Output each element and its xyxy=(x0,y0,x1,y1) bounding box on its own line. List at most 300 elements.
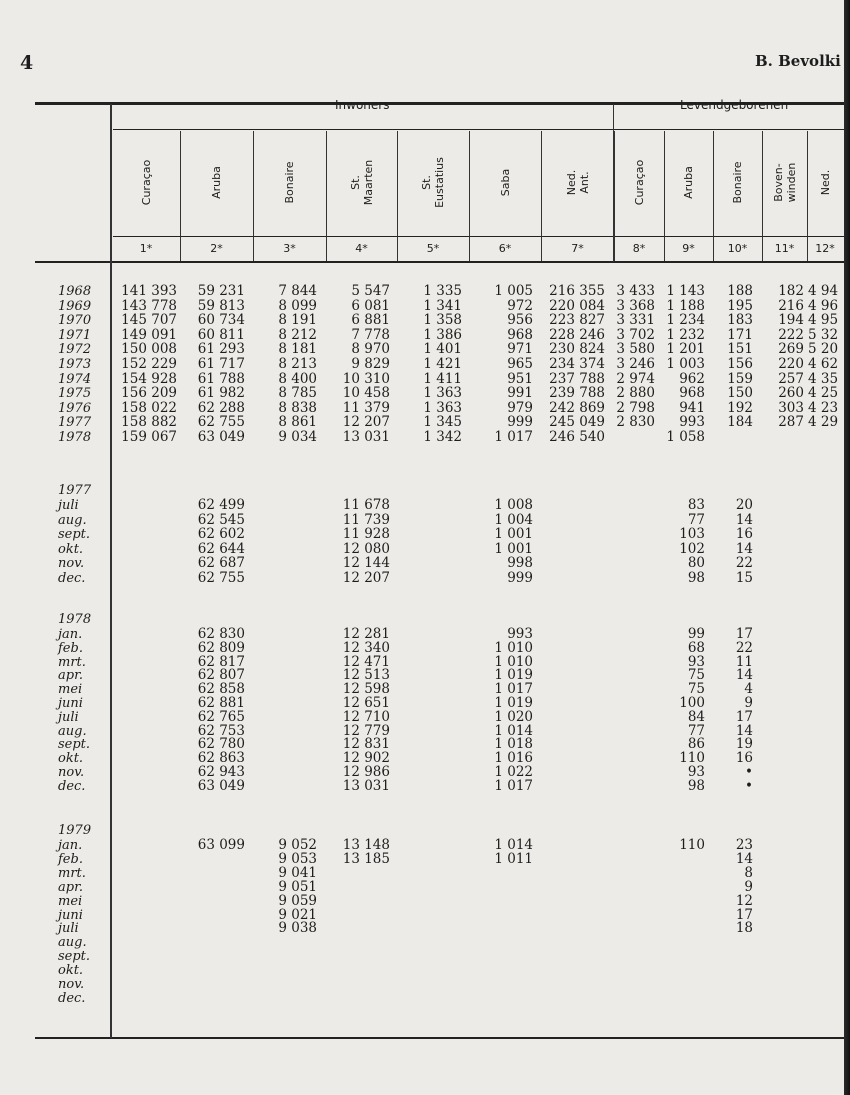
table-cell: 2 830 xyxy=(616,414,655,431)
table-cell: 4 25 xyxy=(808,385,839,402)
table-cell: 63 049 xyxy=(197,429,245,445)
column-header: Saba xyxy=(498,168,512,197)
table-cell: 971 xyxy=(507,341,533,358)
table-cell: 1 363 xyxy=(423,399,462,416)
table-cell: 60 734 xyxy=(197,312,245,329)
table-cell: 1 232 xyxy=(666,326,705,343)
table-cell: 62 602 xyxy=(197,526,245,543)
table-cell: 62 817 xyxy=(197,653,245,670)
table-cell: 999 xyxy=(507,570,533,586)
table-cell: 13 031 xyxy=(342,777,390,794)
table-cell: 10 310 xyxy=(342,370,390,387)
table-cell: 1 017 xyxy=(494,777,533,794)
table-cell: 183 xyxy=(727,312,753,329)
table-cell: 1 411 xyxy=(423,370,462,387)
table-cell: 3 580 xyxy=(616,341,655,358)
table-cell: 993 xyxy=(507,626,533,642)
row-label: 1970 xyxy=(58,313,92,329)
table-cell: 8 xyxy=(744,864,753,881)
table-cell: 20 xyxy=(735,497,753,513)
column-number: 12* xyxy=(815,242,835,255)
row-label: 1972 xyxy=(58,342,92,358)
table-cell: 62 881 xyxy=(197,695,245,711)
table-cell: 5 547 xyxy=(351,283,390,299)
row-label: mei xyxy=(58,893,83,909)
table-cell: 1 234 xyxy=(666,312,705,329)
row-label: okt. xyxy=(58,963,84,979)
table-cell: 1 001 xyxy=(494,540,533,557)
table-cell: 972 xyxy=(507,297,533,314)
table-cell: 62 807 xyxy=(197,667,245,684)
table-cell: 110 xyxy=(679,837,705,853)
table-cell: 151 xyxy=(727,341,753,358)
table-cell: 1 143 xyxy=(666,283,705,299)
table-cell: 154 928 xyxy=(121,370,177,387)
table-cell: 14 xyxy=(735,667,753,684)
row-label: aug. xyxy=(58,723,87,739)
table-cell: 998 xyxy=(507,555,533,572)
column-header: Ned. xyxy=(818,169,832,196)
column-number: 4* xyxy=(355,242,368,255)
table-cell: 62 753 xyxy=(197,722,245,739)
table-cell: 968 xyxy=(507,326,533,343)
table-cell: 4 29 xyxy=(808,414,839,431)
table-cell: 7 778 xyxy=(351,326,390,343)
table-cell: 59 231 xyxy=(197,283,245,299)
row-label: apr. xyxy=(58,668,83,684)
table-cell: 1 058 xyxy=(666,429,705,445)
table-cell: 9 041 xyxy=(278,864,317,881)
table-cell: 156 xyxy=(727,356,753,372)
table-cell: 7 844 xyxy=(278,283,317,299)
table-cell: 17 xyxy=(735,626,753,642)
row-label: okt. xyxy=(58,541,84,557)
table-cell: 941 xyxy=(679,399,705,416)
table-cell: 8 212 xyxy=(278,326,317,343)
table-cell: 1 341 xyxy=(423,297,462,314)
table-cell: 141 393 xyxy=(121,283,177,299)
table-cell: 257 xyxy=(778,370,804,387)
book-binding-edge xyxy=(844,0,850,1095)
table-cell: 223 827 xyxy=(549,312,605,329)
row-label: feb. xyxy=(58,640,83,656)
table-cell: 12 710 xyxy=(342,708,390,725)
table-cell: 77 xyxy=(687,511,705,528)
table-cell: 6 081 xyxy=(351,297,390,314)
table-cell: 1 342 xyxy=(423,429,462,445)
row-label: nov. xyxy=(58,556,85,572)
table-cell: 23 xyxy=(735,837,753,853)
column-number: 1* xyxy=(139,242,153,255)
table-cell: 1 358 xyxy=(423,312,462,329)
column-number: 5* xyxy=(426,242,440,255)
table-cell: 12 207 xyxy=(342,414,390,431)
table-cell: 968 xyxy=(679,385,705,402)
table-cell: 61 717 xyxy=(197,356,245,372)
table-cell: 12 779 xyxy=(342,722,390,739)
table-cell: 1 005 xyxy=(494,283,533,299)
column-number: 10* xyxy=(727,242,748,255)
table-cell: 260 xyxy=(778,385,804,402)
table-cell: 8 099 xyxy=(278,297,317,314)
row-label: sept. xyxy=(58,527,91,543)
table-cell: 8 838 xyxy=(278,399,317,416)
table-cell: 159 067 xyxy=(121,429,177,445)
table-cell: 230 824 xyxy=(549,341,605,358)
row-label: juli xyxy=(58,498,79,513)
table-cell: 62 545 xyxy=(197,511,245,528)
table-cell: 9 052 xyxy=(278,837,317,853)
table-cell: 220 xyxy=(778,356,804,372)
table-cell: 1 421 xyxy=(423,356,462,372)
page-number: 4 xyxy=(20,52,34,74)
table-cell: 195 xyxy=(727,297,753,314)
table-cell: 143 778 xyxy=(121,297,177,314)
table-cell: 12 144 xyxy=(342,555,390,572)
table-cell: 8 400 xyxy=(278,370,317,387)
table-cell: 951 xyxy=(507,370,533,387)
table-cell: 9 829 xyxy=(351,356,390,372)
column-number: 7* xyxy=(571,242,584,255)
table-cell: 77 xyxy=(687,722,705,739)
table-cell: 8 191 xyxy=(278,312,317,329)
table-cell: 991 xyxy=(507,385,533,402)
table-cell: 62 755 xyxy=(197,414,245,431)
table-cell: 145 707 xyxy=(121,312,177,329)
table-cell: 12 xyxy=(735,892,753,909)
table-cell: 80 xyxy=(687,555,705,572)
table-cell: 102 xyxy=(679,540,705,557)
table-cell: 4 95 xyxy=(808,312,839,329)
table-cell: 1 011 xyxy=(494,850,533,867)
table-cell: 1 188 xyxy=(666,297,705,314)
table-cell: 110 xyxy=(679,750,705,767)
table-cell: 62 687 xyxy=(197,555,245,572)
table-cell: 98 xyxy=(687,777,705,794)
table-cell: 13 031 xyxy=(342,429,390,445)
row-label: mei xyxy=(58,682,83,698)
table-cell: 14 xyxy=(735,850,753,867)
table-cell: 62 943 xyxy=(197,764,245,780)
table-cell: 62 765 xyxy=(197,708,245,725)
column-header: Aruba xyxy=(682,166,695,199)
table-cell: 1 345 xyxy=(423,414,462,431)
table-cell: 4 62 xyxy=(808,356,839,372)
table-cell: 156 209 xyxy=(121,385,177,402)
table-cell: 12 986 xyxy=(342,764,390,780)
row-label: dec. xyxy=(58,990,86,1006)
table-cell: 8 181 xyxy=(278,341,317,358)
table-cell: 2 974 xyxy=(616,370,655,387)
table-cell: 234 374 xyxy=(549,356,605,372)
table-cell: 83 xyxy=(687,497,705,513)
column-number: 9* xyxy=(682,242,695,255)
table-cell: 228 246 xyxy=(549,326,605,343)
table-cell: 962 xyxy=(679,370,705,387)
row-label: sept. xyxy=(58,737,91,753)
table-cell: 216 xyxy=(778,297,804,314)
column-number: 11* xyxy=(774,242,795,255)
table-cell: 1 386 xyxy=(423,326,462,343)
table-cell: 222 xyxy=(778,326,804,343)
table-cell: 9 053 xyxy=(278,850,317,867)
table-cell: 2 798 xyxy=(616,399,655,416)
column-header: Aruba xyxy=(210,166,223,199)
table-cell: 171 xyxy=(727,326,753,343)
table-cell: 8 785 xyxy=(278,385,317,402)
table-cell: 5 20 xyxy=(808,341,839,358)
table-cell: 99 xyxy=(687,626,705,642)
table-cell: 1 018 xyxy=(494,736,533,753)
table-cell: 4 23 xyxy=(808,399,839,416)
table-cell: 194 xyxy=(778,312,804,329)
table-cell: 1 363 xyxy=(423,385,462,402)
table-cell: 61 293 xyxy=(197,341,245,358)
table-cell: 62 780 xyxy=(197,736,245,753)
row-label: 1971 xyxy=(58,327,92,343)
table-cell: 3 246 xyxy=(616,356,655,372)
table-cell: 6 881 xyxy=(351,312,390,329)
table-cell: 303 xyxy=(778,399,804,416)
table-cell: 1 010 xyxy=(494,653,533,670)
column-number: 6* xyxy=(498,242,512,255)
table-cell: 9 059 xyxy=(278,892,317,909)
column-number: 2* xyxy=(210,242,223,255)
table-cell: 13 185 xyxy=(342,850,390,867)
table-cell: 9 xyxy=(744,695,753,711)
table-cell: 59 813 xyxy=(197,297,245,314)
table-cell: 11 379 xyxy=(342,399,390,416)
table-cell: 246 540 xyxy=(549,429,605,445)
table-cell: 62 288 xyxy=(197,399,245,416)
table-cell: 1 017 xyxy=(494,681,533,698)
table-cell: 220 084 xyxy=(549,297,605,314)
table-cell: 1 010 xyxy=(494,639,533,656)
table-cell: 12 281 xyxy=(342,626,390,642)
table-cell: 84 xyxy=(687,708,705,725)
row-label: dec. xyxy=(58,571,86,586)
table-cell: 993 xyxy=(679,414,705,431)
row-label: juli xyxy=(58,709,79,725)
table-cell: 8 861 xyxy=(278,414,317,431)
table-cell: 216 355 xyxy=(549,283,605,299)
table-cell: 61 788 xyxy=(197,370,245,387)
table-cell: 956 xyxy=(507,312,533,329)
table-cell: 184 xyxy=(727,414,753,431)
table-cell: 3 331 xyxy=(616,312,655,329)
row-label: nov. xyxy=(58,977,85,992)
table-cell: 9 034 xyxy=(278,429,317,445)
table-cell: 17 xyxy=(735,906,753,923)
row-label: 1968 xyxy=(58,284,92,299)
section-year-label: 1977 xyxy=(58,483,92,498)
table-cell: 11 739 xyxy=(342,511,390,528)
table-cell: 10 458 xyxy=(342,385,390,402)
table-cell: 14 xyxy=(735,511,753,528)
table-cell: 159 xyxy=(727,370,753,387)
table-cell: 149 091 xyxy=(121,326,177,343)
table-cell: 100 xyxy=(679,695,705,711)
table-cell: 62 863 xyxy=(197,750,245,767)
table-cell: 1 020 xyxy=(494,708,533,725)
table-cell: 1 022 xyxy=(494,764,533,780)
table-cell: 12 651 xyxy=(342,695,390,711)
table-cell: 239 788 xyxy=(549,385,605,402)
table-cell: 182 xyxy=(778,283,804,299)
table-cell: 4 94 xyxy=(808,283,839,299)
row-label: 1975 xyxy=(58,386,92,402)
table-cell: 9 021 xyxy=(278,906,317,923)
table-cell: 1 003 xyxy=(666,356,705,372)
table-cell: 1 335 xyxy=(423,283,462,299)
table-cell: 18 xyxy=(735,920,753,937)
column-header: St. Eustatius xyxy=(420,157,446,208)
table-cell: 1 004 xyxy=(494,511,533,528)
row-label: mrt. xyxy=(58,865,86,881)
table-cell: 61 982 xyxy=(197,385,245,402)
table-cell: 9 051 xyxy=(278,878,317,895)
column-header: Ned. Ant. xyxy=(564,169,591,196)
table-cell: 12 080 xyxy=(342,540,390,557)
table-cell: 1 019 xyxy=(494,667,533,684)
table-cell: 62 499 xyxy=(197,497,245,513)
row-label: 1978 xyxy=(58,430,92,445)
table-cell: 62 858 xyxy=(197,681,245,698)
section-year-label: 1979 xyxy=(58,823,92,838)
table-cell: 158 882 xyxy=(121,414,177,431)
row-label: okt. xyxy=(58,751,84,767)
table-cell: 150 008 xyxy=(121,341,177,358)
table-cell: 86 xyxy=(687,736,705,753)
section-year-label: 1978 xyxy=(58,612,92,627)
table-cell: 63 099 xyxy=(197,837,245,853)
table-cell: 9 xyxy=(744,878,753,895)
table-cell: 12 513 xyxy=(342,667,390,684)
table-cell: 62 830 xyxy=(197,626,245,642)
row-label: dec. xyxy=(58,778,86,794)
table-cell: 979 xyxy=(507,399,533,416)
group-header-levendgeborenen: Levendgeborenen xyxy=(680,98,789,112)
table-cell: 269 xyxy=(778,341,804,358)
table-cell: 1 019 xyxy=(494,695,533,711)
row-label: sept. xyxy=(58,949,91,965)
table-cell: 9 038 xyxy=(278,920,317,937)
row-label: jan. xyxy=(58,627,83,642)
section-title: B. Bevolki xyxy=(755,52,841,70)
table-cell: 242 869 xyxy=(549,399,605,416)
table-cell: 1 201 xyxy=(666,341,705,358)
table-cell: 75 xyxy=(687,681,705,698)
column-header: Bonaire xyxy=(731,161,744,204)
table-cell: 287 xyxy=(778,414,804,431)
row-label: 1976 xyxy=(58,400,92,416)
table-cell: 12 598 xyxy=(342,681,390,698)
table-cell: 8 213 xyxy=(278,356,317,372)
row-label: 1974 xyxy=(58,371,92,387)
row-label: apr. xyxy=(58,879,83,895)
column-header: Bonaire xyxy=(283,161,296,204)
row-label: juni xyxy=(58,696,83,711)
table-cell: 2 880 xyxy=(616,385,655,402)
row-label: 1973 xyxy=(58,357,92,372)
table-cell: 3 702 xyxy=(616,326,655,343)
table-cell: 150 xyxy=(727,385,753,402)
table-cell: 103 xyxy=(679,526,705,543)
table-cell: 12 471 xyxy=(342,653,390,670)
column-header: St. Maarten xyxy=(348,159,375,206)
table-cell: 13 148 xyxy=(342,837,390,853)
table-cell: 68 xyxy=(687,639,705,656)
table-cell: 237 788 xyxy=(549,370,605,387)
table-cell: 16 xyxy=(735,526,753,543)
table-cell: 3 433 xyxy=(616,283,655,299)
table-cell: 75 xyxy=(687,667,705,684)
table-cell: 1 008 xyxy=(494,497,533,513)
table-cell: 1 016 xyxy=(494,750,533,767)
table-cell: • xyxy=(745,777,753,794)
table-cell: 1 001 xyxy=(494,526,533,543)
row-label: aug. xyxy=(58,512,87,528)
column-header: Curaçao xyxy=(632,159,646,206)
table-cell: 999 xyxy=(507,414,533,431)
row-label: feb. xyxy=(58,851,83,867)
header-bottom-rule xyxy=(35,261,844,263)
table-cell: 245 049 xyxy=(549,414,605,431)
table-cell: 60 811 xyxy=(197,326,245,343)
table-cell: 62 644 xyxy=(197,540,245,557)
table-cell: 93 xyxy=(687,653,705,670)
column-number: 3* xyxy=(283,242,296,255)
table-cell: 188 xyxy=(727,283,753,299)
row-label: jan. xyxy=(58,838,83,853)
table-cell: 4 35 xyxy=(808,370,839,387)
colnum-rule xyxy=(113,236,844,237)
column-header: Curaçao xyxy=(139,159,153,206)
table-cell: 11 xyxy=(735,653,753,670)
table-cell: 158 022 xyxy=(121,399,177,416)
table-bottom-rule xyxy=(35,1037,844,1039)
table-cell: 8 970 xyxy=(351,341,390,358)
row-label: 1969 xyxy=(58,298,92,314)
table-cell: 12 902 xyxy=(342,750,390,767)
table-cell: 16 xyxy=(735,750,753,767)
group-rule xyxy=(113,129,844,130)
table-cell: 63 049 xyxy=(197,777,245,794)
table-cell: 22 xyxy=(735,639,753,656)
table-cell: 3 368 xyxy=(616,297,655,314)
table-cell: 98 xyxy=(687,570,705,586)
table-cell: 1 401 xyxy=(423,341,462,358)
table-cell: 4 96 xyxy=(808,297,839,314)
table-cell: 12 340 xyxy=(342,639,390,656)
row-label: aug. xyxy=(58,935,87,951)
table-cell: 22 xyxy=(735,555,753,572)
column-number: 8* xyxy=(632,242,646,255)
table-cell: 14 xyxy=(735,540,753,557)
row-label: 1977 xyxy=(58,415,92,431)
group-header-inwoners: Inwoners xyxy=(335,98,390,112)
table-cell: 4 xyxy=(744,681,753,698)
table-cell: 5 32 xyxy=(808,326,839,343)
row-label: juni xyxy=(58,907,83,923)
table-cell: 15 xyxy=(735,570,753,586)
row-label: juli xyxy=(58,921,79,937)
column-header: Boven- winden xyxy=(771,162,798,203)
row-label: mrt. xyxy=(58,654,86,670)
table-cell: 12 207 xyxy=(342,570,390,586)
table-cell: 1 014 xyxy=(494,837,533,853)
table-cell: 62 809 xyxy=(197,639,245,656)
